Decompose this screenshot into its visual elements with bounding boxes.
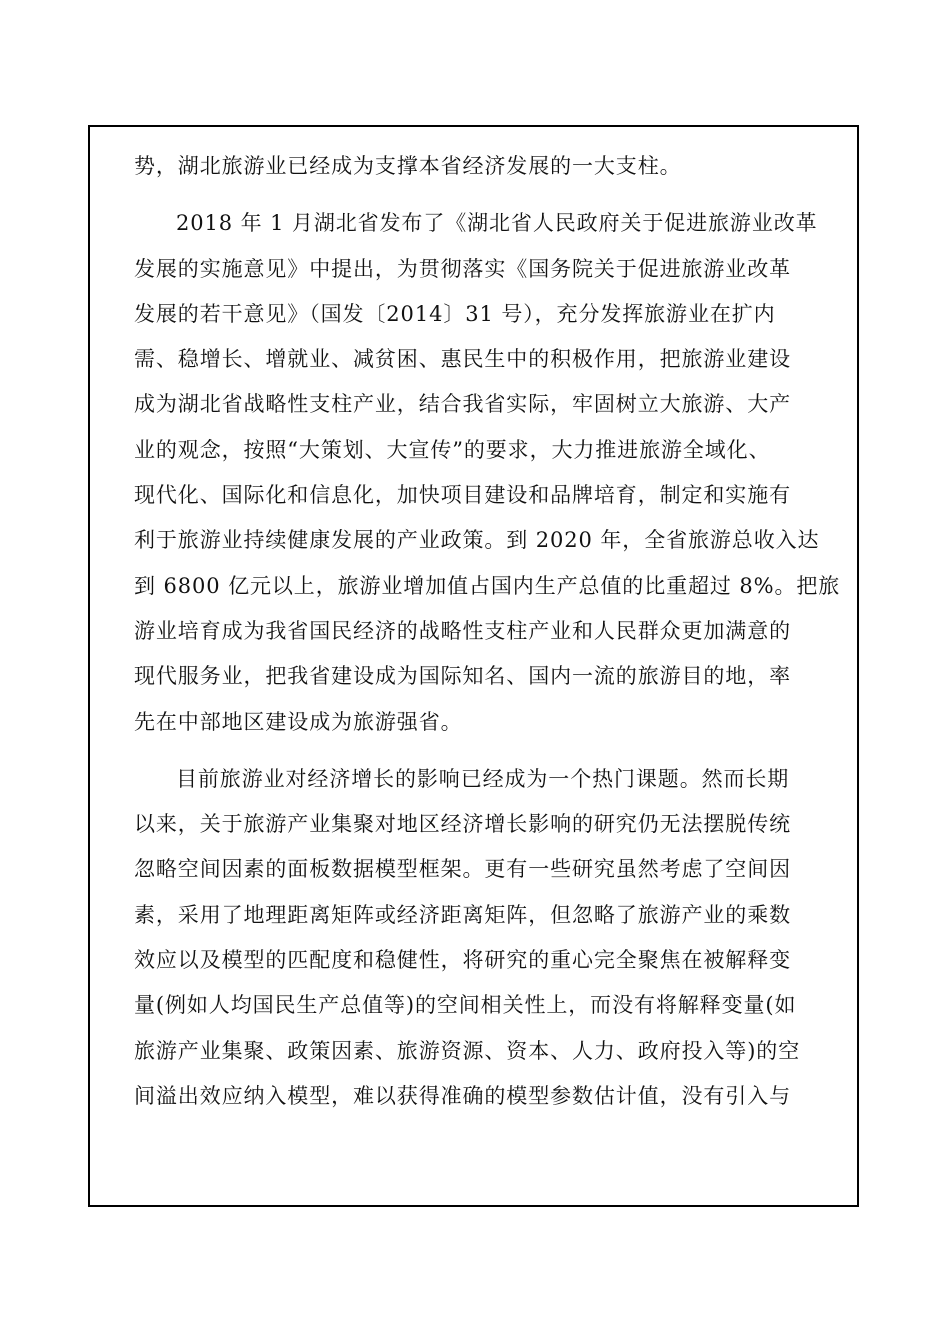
text-line: 发展的实施意见》中提出，为贯彻落实《国务院关于促进旅游业改革 — [134, 256, 791, 281]
text-line: 利于旅游业持续健康发展的产业政策。到 2020 年，全省旅游总收入达 — [134, 528, 820, 553]
body-text — [134, 144, 841, 1119]
text-line: 素，采用了地理距离矩阵或经济距离矩阵，但忽略了旅游产业的乘数 — [134, 902, 791, 927]
text-line: 发展的若干意见》（国发〔2014〕31 号），充分发挥旅游业在扩内 — [134, 301, 776, 326]
text-line: 业的观念，按照“大策划、大宣传”的要求，大力推进旅游全域化、 — [134, 437, 771, 462]
text-line: 2018 年 1 月湖北省发布了《湖北省人民政府关于促进旅游业改革 — [176, 211, 818, 236]
text-line: 成为湖北省战略性支柱产业，结合我省实际，牢固树立大旅游、大产 — [134, 392, 791, 417]
paragraph-2 — [134, 201, 841, 745]
text-line: 现代化、国际化和信息化，加快项目建设和品牌培育，制定和实施有 — [134, 483, 791, 508]
text-line: 间溢出效应纳入模型，难以获得准确的模型参数估计值，没有引入与 — [134, 1083, 791, 1108]
text-line: 需、稳增长、增就业、减贫困、惠民生中的积极作用，把旅游业建设 — [134, 347, 791, 372]
text-line: 到 6800 亿元以上，旅游业增加值占国内生产总值的比重超过 8%。把旅 — [134, 573, 841, 598]
text-line: 游业培育成为我省国民经济的战略性支柱产业和人民群众更加满意的 — [134, 618, 791, 643]
text-line: 以来，关于旅游产业集聚对地区经济增长影响的研究仍无法摆脱传统 — [134, 812, 791, 837]
text-line: 旅游产业集聚、政策因素、旅游资源、资本、人力、政府投入等)的空 — [134, 1038, 801, 1063]
text-line: 量(例如人均国民生产总值等)的空间相关性上，而没有将解释变量(如 — [134, 993, 797, 1018]
page-frame — [88, 125, 859, 1207]
text-line: 目前旅游业对经济增长的影响已经成为一个热门课题。然而长期 — [176, 766, 790, 791]
text-line: 现代服务业，把我省建设成为国际知名、国内一流的旅游目的地，率 — [134, 664, 791, 689]
text-line: 效应以及模型的匹配度和稳健性，将研究的重心完全聚焦在被解释变 — [134, 948, 791, 973]
text-line: 忽略空间因素的面板数据模型框架。更有一些研究虽然考虑了空间因 — [134, 857, 791, 882]
text-line: 先在中部地区建设成为旅游强省。 — [134, 709, 463, 734]
paragraph-3 — [134, 757, 824, 1119]
paragraph-1 — [134, 144, 824, 189]
text-line: 势，湖北旅游业已经成为支撑本省经济发展的一大支柱。 — [134, 154, 682, 178]
